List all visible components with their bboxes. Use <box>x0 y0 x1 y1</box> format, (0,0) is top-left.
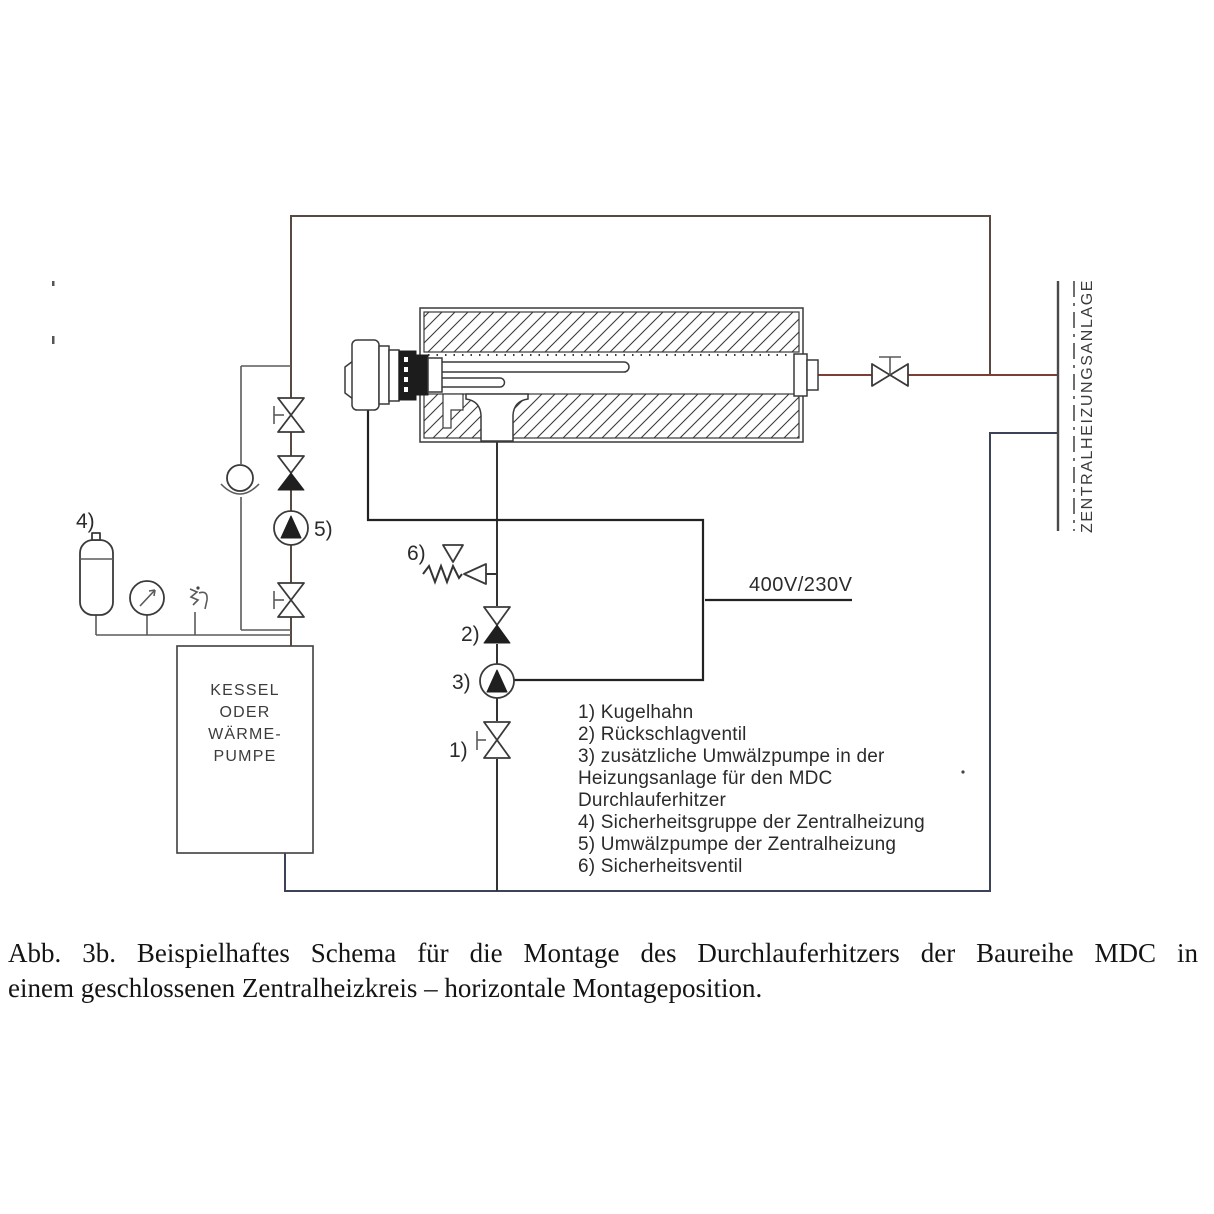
label-3: 3) <box>452 671 471 694</box>
expansion-vessel <box>80 533 113 615</box>
heater-assembly <box>345 308 818 442</box>
check-valve-left <box>278 456 304 490</box>
safety-valve-6 <box>423 545 486 584</box>
boiler-label-line1: KESSEL <box>210 682 280 699</box>
sensor-symbol <box>221 465 259 494</box>
voltage-label: 400V/230V <box>749 574 853 596</box>
label-2: 2) <box>461 623 480 646</box>
legend <box>578 702 925 877</box>
legend-line: 4) Sicherheitsgruppe der Zentralheizung <box>578 812 925 833</box>
caption-line-2: einem geschlossenen Zentralheizkreis – horizontale Montageposition. <box>8 973 763 1003</box>
caption-line-1: Abb. 3b. Beispielhaftes Schema für die Montage des Durchlauferhitzers der Baureihe MDC in <box>8 938 1198 968</box>
shutoff-valve-bottom <box>274 583 304 617</box>
boiler-label-line4: PUMPE <box>213 748 277 765</box>
figure-caption <box>8 936 1198 1006</box>
pressure-gauge <box>130 581 164 615</box>
legend-line: 1) Kugelhahn <box>578 702 694 723</box>
boiler-label-line3: WÄRME- <box>208 726 282 743</box>
legend-line: 2) Rückschlagventil <box>578 724 747 745</box>
boiler-box <box>177 646 313 853</box>
shutoff-valve-top <box>274 398 304 432</box>
electrical-wiring <box>368 406 852 680</box>
label-5: 5) <box>314 518 333 541</box>
legend-line: 5) Umwälzpumpe der Zentralheizung <box>578 834 897 855</box>
ball-valve-1 <box>477 722 510 758</box>
central-heating-boundary <box>1058 279 1096 533</box>
pump-3 <box>480 664 514 698</box>
label-1: 1) <box>449 739 468 762</box>
central-heating-label: ZENTRALHEIZUNGSANLAGE <box>1079 278 1096 534</box>
outlet-valve <box>872 357 908 386</box>
pump-5 <box>274 511 308 545</box>
boiler-label-line2: ODER <box>219 704 271 721</box>
legend-line: Durchlauferhitzer <box>578 790 727 811</box>
air-vent-icon <box>190 586 207 609</box>
legend-line: 6) Sicherheitsventil <box>578 856 743 877</box>
label-6: 6) <box>407 542 426 565</box>
legend-line: Heizungsanlage für den MDC <box>578 768 833 789</box>
legend-line: 3) zusätzliche Umwälzpumpe in der <box>578 746 885 767</box>
label-4: 4) <box>76 510 95 533</box>
check-valve-2 <box>484 607 510 643</box>
